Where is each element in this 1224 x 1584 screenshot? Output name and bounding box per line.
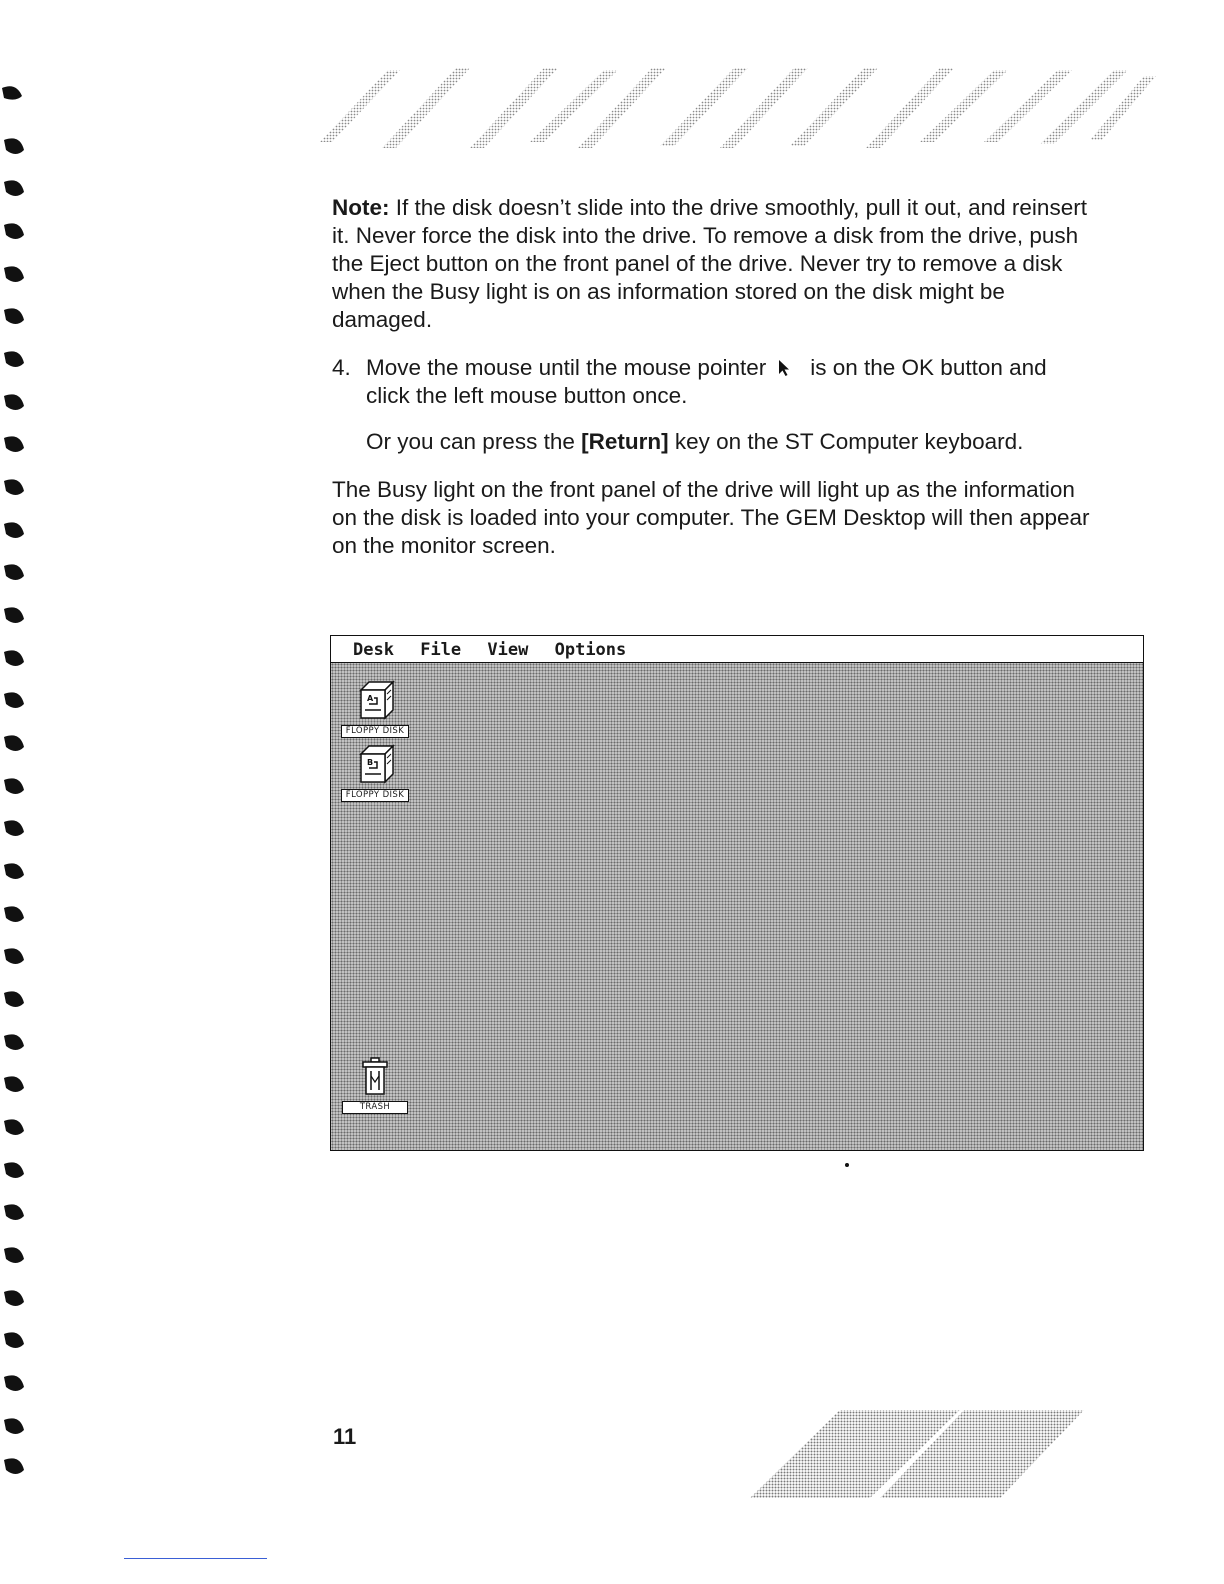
step-text-before: Move the mouse until the mouse pointer [366,355,767,380]
step-4 [332,354,1092,410]
decorative-stripes-bottom [750,1408,1090,1500]
menu-view[interactable]: View [487,640,529,660]
drive-letter-b: B [367,758,374,767]
icon-label: FLOPPY DISK [341,725,409,738]
spiral-binding [0,70,30,1490]
floppy-disk-a[interactable] [335,680,415,738]
note-text: If the disk doesn’t slide into the drive smoothly, pull it out, and reinsert it. Never force the disk into the drive. To remove a disk from the drive, push the Eject button on the front panel of the drive. Never try to remove a disk when the Busy light is on as information stored on the disk might be damaged. [332,195,1087,332]
decorative-stripes-top [320,62,1160,154]
menu-desk[interactable]: Desk [353,640,394,660]
page-body [332,194,1092,560]
alt-text-after: key on the ST Computer keyboard. [668,429,1024,454]
drive-letter-a: A [367,694,374,703]
icon-label: FLOPPY DISK [341,789,409,802]
blue-rule [124,1558,267,1559]
trash[interactable] [335,1056,415,1114]
menu-bar [331,636,1143,663]
floppy-drive-icon [353,744,397,784]
page-number: 11 [333,1424,357,1449]
icon-label: TRASH [342,1101,408,1114]
floppy-drive-icon [353,680,397,720]
gem-desktop [330,635,1144,1151]
mouse-pointer-icon [776,359,792,377]
menu-file[interactable]: File [420,640,462,660]
stray-dot [845,1163,849,1167]
menu-options[interactable]: Options [554,640,627,660]
floppy-disk-b[interactable] [335,744,415,802]
step-text [366,354,1092,410]
busy-light-paragraph: The Busy light on the front panel of the drive will light up as the information on the disk is loaded into your computer. The GEM Desktop will then appear on the monitor screen. [332,477,1090,558]
alternative-paragraph [366,428,1092,456]
alt-text-before: Or you can press the [366,429,582,454]
return-key-label: [Return] [581,429,669,454]
trash-can-icon [353,1056,397,1096]
note-label: Note: [332,195,390,220]
step-number: 4. [332,355,351,380]
note-paragraph [332,194,1092,334]
step-text-after: is on the OK button and click the left mouse button once. [366,355,1047,408]
